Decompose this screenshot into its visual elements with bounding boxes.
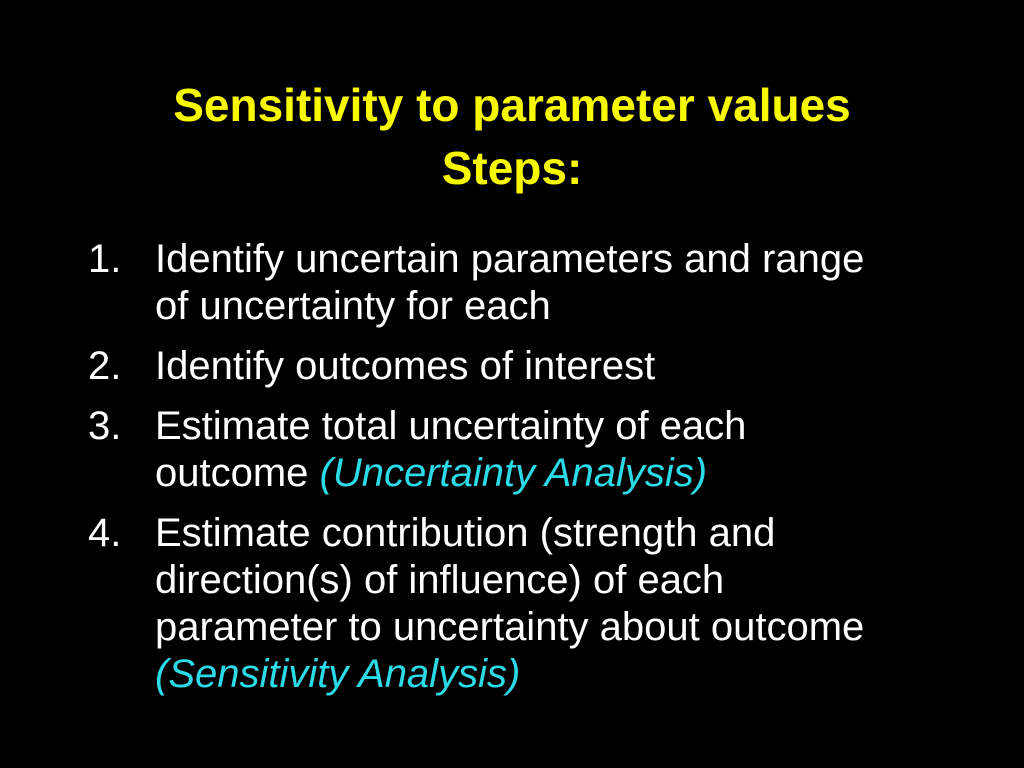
list-item-number: 2.	[88, 344, 122, 388]
list-item-number: 3.	[88, 404, 122, 448]
list-item	[88, 236, 1024, 330]
slide-title-line1: Sensitivity to parameter values	[173, 79, 851, 131]
list-item	[88, 510, 1024, 698]
text-segment: Estimate total uncertainty of each outcome	[155, 404, 747, 495]
slide-title	[0, 0, 1024, 200]
list-item-number: 4.	[88, 511, 122, 555]
text-segment: Estimate contribution (strength and direction(s) of influence) of each parameter to uncertainty about outcome	[155, 511, 865, 649]
list-item-text	[155, 403, 893, 497]
list-item-number: 1.	[88, 237, 122, 281]
list-item-text	[155, 236, 893, 330]
text-segment: Identify uncertain parameters and range of uncertainty for each	[155, 237, 865, 328]
accent-text-segment: (Sensitivity Analysis)	[155, 652, 521, 696]
steps-list	[88, 236, 1024, 698]
list-item	[88, 403, 1024, 497]
text-segment: Identify outcomes of interest	[155, 344, 656, 388]
list-item-text	[155, 343, 655, 390]
list-item-text	[155, 510, 893, 698]
accent-text-segment: (Uncertainty Analysis)	[319, 451, 708, 495]
slide-title-line2: Steps:	[441, 142, 583, 194]
list-item	[88, 343, 1024, 390]
